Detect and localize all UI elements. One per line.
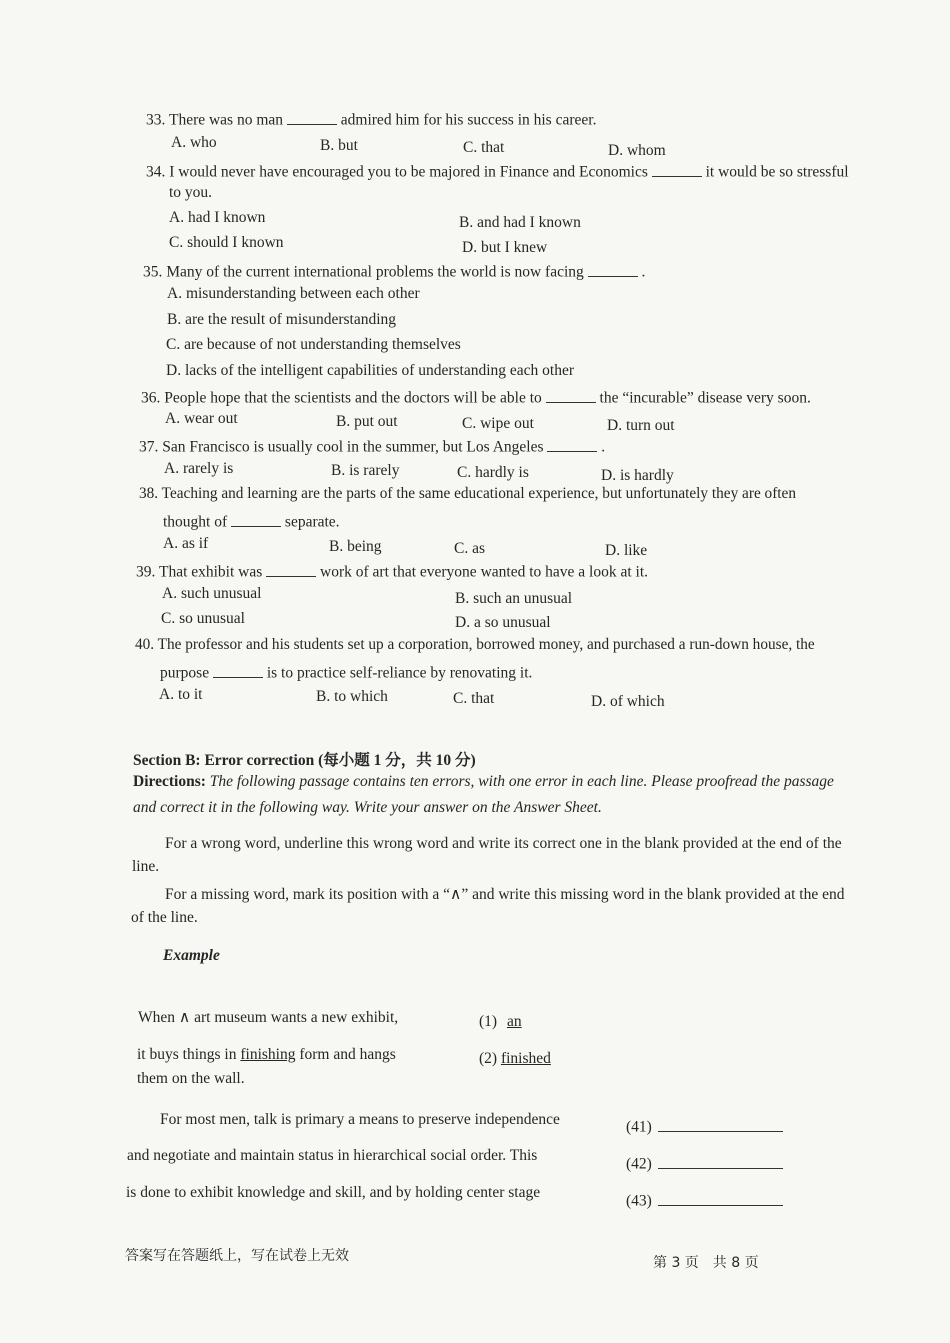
example-answer-1 (479, 1013, 522, 1031)
page-number: 第 3 页 共 8 页 (653, 1255, 759, 1271)
directions-line-2: and correct it in the following way. Write your answer on the Answer Sheet. (133, 799, 602, 816)
q38-option-d: D. like (605, 542, 648, 559)
q33-option-c: C. that (463, 139, 505, 156)
q39-option-c: C. so unusual (161, 610, 245, 627)
q39-option-a: A. such unusual (162, 585, 262, 602)
q35-option-a: A. misunderstanding between each other (167, 285, 420, 302)
passage-line-42: and negotiate and maintain status in hierarchical social order. This (127, 1147, 538, 1164)
q33-option-b: B. but (320, 137, 358, 154)
section-b-title: Section B: Error correction (每小题 1 分，共 10 分) (133, 752, 476, 769)
example-answer-2-word: finished (500, 1050, 551, 1067)
question-38: 38. Teaching and learning are the parts of the same educational experience, but unfortunately they are often (139, 485, 796, 502)
answer-blank (652, 160, 702, 177)
example-answer-2 (479, 1050, 551, 1068)
q35-option-c: C. are because of not understanding themselves (166, 336, 461, 353)
q36-option-b: B. put out (336, 413, 398, 430)
q35-option-d: D. lacks of the intelligent capabilities of understanding each other (166, 362, 575, 379)
q37-option-a: A. rarely is (164, 460, 234, 477)
answer-slot-42 (626, 1152, 783, 1174)
q34-option-a: A. had I known (169, 209, 266, 226)
answer-blank (213, 661, 263, 678)
passage-line-41: For most men, talk is primary a means to preserve independence (160, 1111, 560, 1128)
q38-option-c: C. as (454, 540, 485, 557)
q34-option-b: B. and had I known (459, 214, 581, 231)
example-text-2a: it buys things in (137, 1046, 237, 1063)
example-number-2: (2) (479, 1050, 498, 1067)
q39-stem: 39. That exhibit was (136, 563, 263, 581)
q35-option-b: B. are the result of misunderstanding (167, 311, 397, 328)
q37-stem: 37. San Francisco is usually cool in the summer, but Los Angeles (139, 438, 544, 456)
answer-blank (231, 510, 281, 527)
directions-line-1 (133, 773, 834, 791)
q40-option-c: C. that (453, 690, 495, 707)
q36-option-a: A. wear out (165, 410, 238, 427)
example-number-1: (1) (479, 1013, 498, 1030)
question-33 (146, 108, 596, 130)
answer-blank (546, 386, 596, 403)
question-37: 37. San Francisco is usually cool in the summer, but Los Angeles . (139, 435, 605, 457)
q33-option-d: D. whom (608, 142, 666, 159)
q36-stem: 36. People hope that the scientists and the doctors will be able to (141, 389, 542, 407)
directions-text: The following passage contains ten errors, with one error in each line. Please proofread the passage (209, 773, 834, 790)
q38-stem-c: separate. (284, 513, 340, 531)
q34-stem-end: it would be so stressful (705, 163, 849, 181)
directions-label: Directions: (133, 773, 206, 790)
answer-blank (547, 435, 597, 452)
line-number-42: (42) (626, 1155, 652, 1173)
wrong-word-instruction-end: line. (132, 858, 160, 875)
q38-stem-wrap (163, 510, 340, 532)
question-34 (146, 160, 849, 182)
q35-stem: 35. Many of the current international problems the world is now facing (143, 263, 584, 281)
line-number-43: (43) (626, 1192, 652, 1210)
passage-line-43: is done to exhibit knowledge and skill, and by holding center stage (126, 1184, 541, 1201)
q37-option-d: D. is hardly (601, 467, 674, 484)
example-text-2b: form and hangs (299, 1046, 396, 1063)
q38-option-b: B. being (329, 538, 382, 555)
q39-option-b: B. such an unusual (455, 590, 573, 607)
q40-option-d: D. of which (591, 693, 665, 710)
q39-option-d: D. a so unusual (455, 614, 551, 631)
q34-option-c: C. should I known (169, 234, 284, 251)
question-35: 35. Many of the current international problems the world is now facing . (143, 260, 645, 282)
q40-stem-b: purpose (160, 664, 210, 682)
q34-stem: 34. I would never have encouraged you to be majored in Finance and Economics (146, 163, 648, 181)
q38-option-a: A. as if (163, 535, 209, 552)
wrong-word-instruction: For a wrong word, underline this wrong word and write its correct one in the blank provided at the end of the (165, 835, 842, 852)
q38-stem-b: thought of (163, 513, 228, 531)
line-number-41: (41) (626, 1118, 652, 1136)
example-answer-1-word: an (506, 1013, 522, 1030)
q34-stem-wrap: to you. (169, 184, 213, 201)
q34-option-d: D. but I knew (462, 239, 548, 256)
missing-word-instruction-end: of the line. (131, 909, 198, 926)
q40-option-b: B. to which (316, 688, 388, 705)
missing-word-instruction: For a missing word, mark its position with a “∧” and write this missing word in the blank provided at the end (165, 886, 845, 903)
example-line-1: When ∧ art museum wants a new exhibit, (138, 1009, 399, 1026)
question-36 (141, 386, 811, 408)
answer-line (658, 1152, 783, 1169)
q37-option-c: C. hardly is (457, 464, 529, 481)
example-underlined-word: finishing (240, 1046, 296, 1063)
q39-stem-end: work of art that everyone wanted to have a look at it. (320, 563, 648, 581)
q37-option-b: B. is rarely (331, 462, 400, 479)
answer-blank (287, 108, 337, 125)
example-line-2 (137, 1046, 396, 1064)
example-line-3: them on the wall. (137, 1070, 245, 1087)
question-39 (136, 560, 648, 582)
q40-option-a: A. to it (159, 686, 203, 703)
answer-slot-43 (626, 1189, 783, 1211)
answer-slot-41 (626, 1115, 783, 1137)
q40-stem-wrap (160, 661, 532, 683)
q33-stem: 33. There was no man (146, 111, 284, 129)
question-40: 40. The professor and his students set up a corporation, borrowed money, and purchased a run-down house, the (135, 636, 815, 653)
q36-stem-end: the “incurable” disease very soon. (599, 389, 811, 407)
q36-option-c: C. wipe out (462, 415, 534, 432)
answer-blank (588, 260, 638, 277)
answer-line (658, 1189, 783, 1206)
footer-note: 答案写在答题纸上，写在试卷上无效 (125, 1248, 349, 1264)
example-label: Example (163, 947, 220, 964)
answer-blank (266, 560, 316, 577)
q33-option-a: A. who (171, 134, 217, 151)
answer-line (658, 1115, 783, 1132)
q40-stem-c: is to practice self-reliance by renovating it. (266, 664, 533, 682)
q36-option-d: D. turn out (607, 417, 675, 434)
q33-stem-end: admired him for his success in his career. (340, 111, 597, 129)
